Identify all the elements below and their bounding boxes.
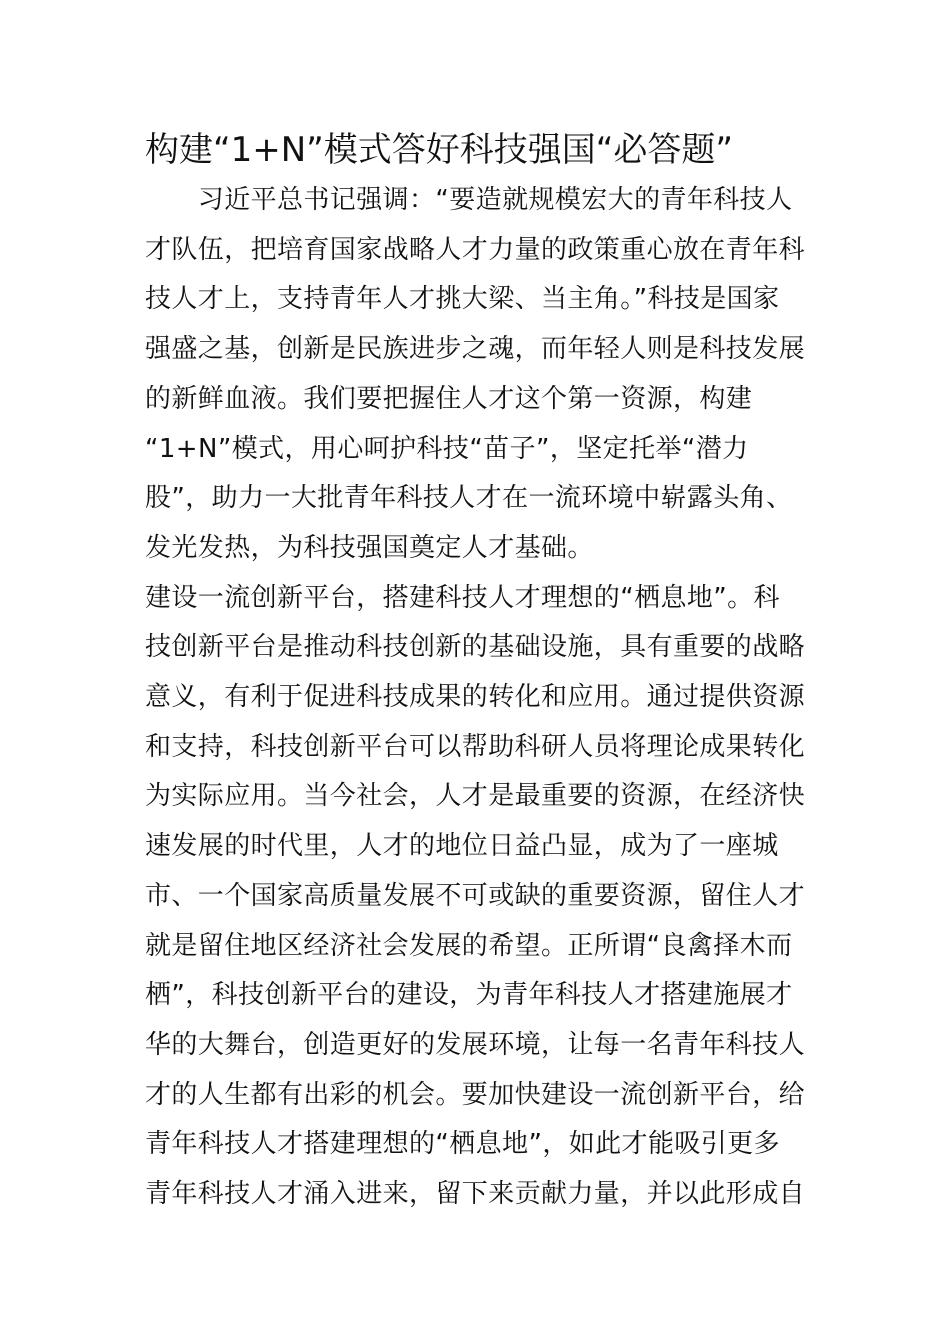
body-line: 才队伍，把培育国家战略人才力量的政策重心放在青年科 bbox=[145, 235, 806, 265]
body-line: 为实际应用。当今社会，人才是最重要的资源，在经济快 bbox=[145, 781, 806, 811]
body-line: 发光发热，为科技强国奠定人才基础。 bbox=[145, 533, 594, 563]
body-line: 技人才上，支持青年人才挑大梁、当主角。”科技是国家 bbox=[145, 284, 780, 314]
body-line: 青年科技人才搭建理想的“栖息地”，如此才能吸引更多 bbox=[145, 1129, 780, 1159]
body-line: 和支持，科技创新平台可以帮助科研人员将理论成果转化 bbox=[145, 732, 806, 762]
body-line: 青年科技人才涌入进来，留下来贡献力量，并以此形成自 bbox=[145, 1179, 806, 1209]
body-line: 强盛之基，创新是民族进步之魂，而年轻人则是科技发展 bbox=[145, 334, 806, 364]
body-line: 才的人生都有出彩的机会。要加快建设一流创新平台，给 bbox=[145, 1080, 806, 1110]
body-line: 华的大舞台，创造更好的发展环境，让每一名青年科技人 bbox=[145, 1030, 806, 1060]
body-line: “1+N”模式，用心呵护科技“苗子”，坚定托举“潜力 bbox=[145, 434, 749, 464]
body-line: 股”，助力一大批青年科技人才在一流环境中崭露头角、 bbox=[145, 483, 793, 513]
document-title: 构建“1+N”模式答好科技强国“必答题” bbox=[145, 130, 734, 170]
body-line: 建设一流创新平台，搭建科技人才理想的“栖息地”。科 bbox=[145, 583, 780, 613]
body-line: 习近平总书记强调：“要造就规模宏大的青年科技人 bbox=[145, 185, 793, 215]
body-line: 的新鲜血液。我们要把握住人才这个第一资源，构建 bbox=[145, 384, 753, 414]
body-line: 栖”，科技创新平台的建设，为青年科技人才搭建施展才 bbox=[145, 980, 793, 1010]
body-line: 意义，有利于促进科技成果的转化和应用。通过提供资源 bbox=[145, 682, 806, 712]
body-line: 速发展的时代里，人才的地位日益凸显，成为了一座城 bbox=[145, 831, 779, 861]
body-line: 就是留住地区经济社会发展的希望。正所谓“良禽择木而 bbox=[145, 931, 793, 961]
body-line: 市、一个国家高质量发展不可或缺的重要资源，留住人才 bbox=[145, 881, 806, 911]
body-line: 技创新平台是推动科技创新的基础设施，具有重要的战略 bbox=[145, 632, 806, 662]
